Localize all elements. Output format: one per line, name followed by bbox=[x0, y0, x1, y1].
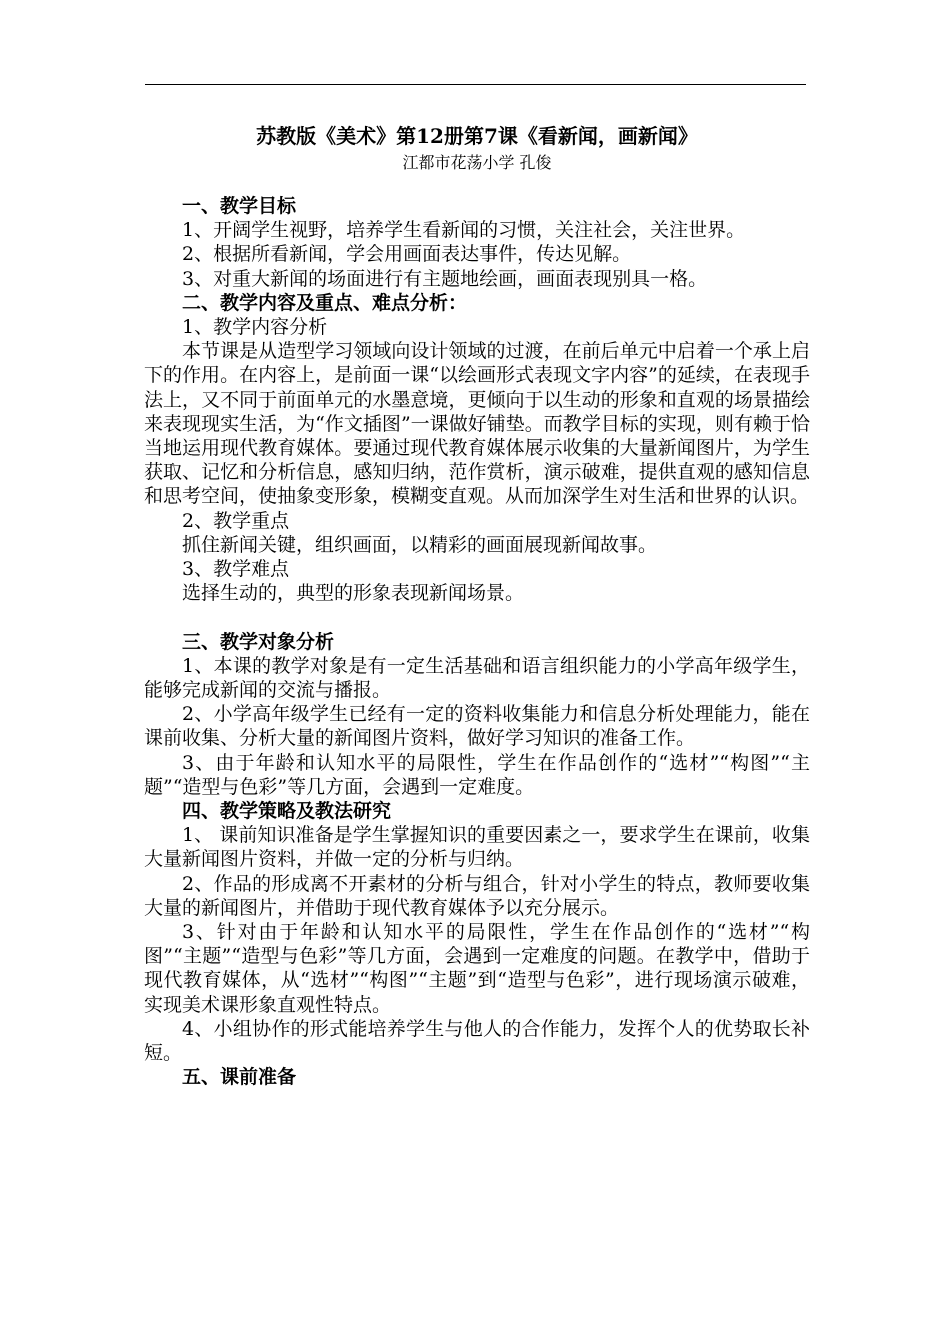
section-heading-audience: 三、教学对象分析 bbox=[182, 630, 335, 653]
subheading: 3、教学难点 bbox=[182, 558, 290, 581]
paragraph: 3、针对由于年龄和认知水平的局限性，学生在作品创作的“选材”“构图”“主题”“造型与色彩”等几方面，会遇到一定难度的问题。在教学中，借助于现代教育媒体，从“选材”“构图”“主题”到“造型与色彩”，进行现场演示破难，实现美术课形象直观性特点。 bbox=[144, 921, 810, 1016]
document-author: 江都市花荡小学 孔俊 bbox=[402, 153, 552, 172]
paragraph: 3、对重大新闻的场面进行有主题地绘画，画面表现别具一格。 bbox=[182, 267, 708, 290]
paragraph: 3、由于年龄和认知水平的局限性，学生在作品创作的“选材”“构图”“主题”“造型与色彩”等几方面，会遇到一定难度。 bbox=[144, 751, 810, 798]
paragraph: 本节课是从造型学习领域向设计领域的过渡，在前后单元中启着一个承上启下的作用。在内容上，是前面一课“以绘画形式表现文字内容”的延续，在表现手法上，又不同于前面单元的水墨意境，更倾向于以生动的形象和直观的场景描绘来表现现实生活，为“作文插图”一课做好铺垫。而教学目标的实现，则有赖于恰当地运用现代教育媒体。要通过现代教育媒体展示收集的大量新闻图片，为学生获取、记忆和分析信息，感知归纳，范作赏析，演示破难，提供直观的感知信息和思考空间，使抽象变形象，模糊变直观。从而加深学生对生活和世界的认识。 bbox=[144, 340, 810, 508]
paragraph: 2、作品的形成离不开素材的分析与组合，针对小学生的特点，教师要收集大量的新闻图片，并借助于现代教育媒体予以充分展示。 bbox=[144, 872, 810, 919]
header-rule bbox=[145, 84, 806, 85]
paragraph: 抓住新闻关键，组织画面，以精彩的画面展现新闻故事。 bbox=[182, 533, 658, 556]
subheading: 1、教学内容分析 bbox=[182, 316, 328, 339]
paragraph: 1、本课的教学对象是有一定生活基础和语言组织能力的小学高年级学生，能够完成新闻的交流与播报。 bbox=[144, 654, 810, 702]
paragraph: 2、根据所看新闻，学会用画面表达事件，传达见解。 bbox=[182, 243, 632, 266]
paragraph: 1、开阔学生视野，培养学生看新闻的习惯，关注社会，关注世界。 bbox=[182, 219, 746, 242]
section-heading-preparation: 五、课前准备 bbox=[182, 1066, 297, 1089]
section-heading-objectives: 一、教学目标 bbox=[182, 195, 297, 217]
subheading: 2、教学重点 bbox=[182, 509, 290, 532]
paragraph: 选择生动的，典型的形象表现新闻场景。 bbox=[182, 582, 525, 605]
document-body bbox=[144, 120, 810, 1090]
section-heading-content: 二、教学内容及重点、难点分析： bbox=[182, 291, 468, 314]
paragraph: 4、小组协作的形式能培养学生与他人的合作能力，发挥个人的优势取长补短。 bbox=[144, 1017, 810, 1065]
document-title: 苏教版《美术》第12册第7课《看新闻，画新闻》 bbox=[256, 124, 698, 148]
paragraph: 1、 课前知识准备是学生掌握知识的重要因素之一，要求学生在课前，收集大量新闻图片资料，并做一定的分析与归纳。 bbox=[144, 824, 810, 871]
section-heading-strategy: 四、教学策略及教法研究 bbox=[182, 800, 392, 823]
blank-line bbox=[144, 605, 810, 629]
paragraph: 2、小学高年级学生已经有一定的资料收集能力和信息分析处理能力，能在课前收集、分析大量的新闻图片资料，做好学习知识的准备工作。 bbox=[144, 703, 810, 750]
